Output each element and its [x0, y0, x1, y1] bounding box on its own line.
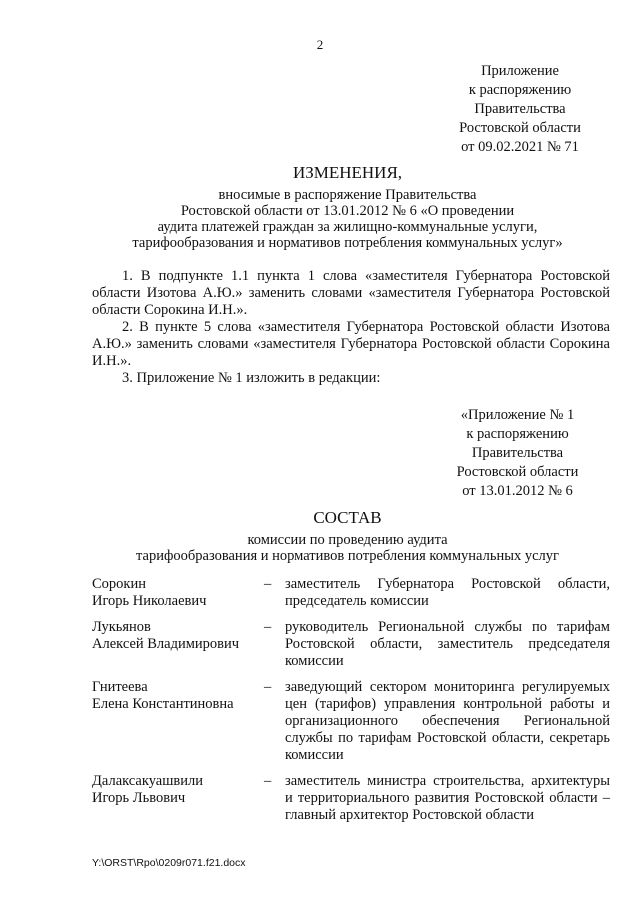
member-surname: Далаксакуашвили — [92, 773, 203, 789]
member-surname: Сорокин — [92, 576, 146, 592]
member-surname: Лукьянов — [92, 619, 151, 635]
appendix-quote — [450, 406, 585, 501]
composition-subtitle-line: комиссии по проведению аудита — [247, 532, 448, 548]
member-given-names: Игорь Николаевич — [92, 593, 207, 609]
appendix-header-line: от 09.02.2021 № 71 — [461, 139, 579, 155]
member-dash: – — [264, 679, 272, 695]
changes-subtitle-line: Ростовской области от 13.01.2012 № 6 «О проведении — [180, 203, 515, 219]
member-row — [92, 619, 610, 670]
member-role: заместитель Губернатора Ростовской области, председатель комиссии — [285, 576, 610, 609]
changes-items — [92, 268, 610, 387]
change-item: 3. Приложение № 1 изложить в редакции: — [122, 370, 381, 386]
member-row — [92, 679, 610, 764]
changes-subtitle-line: вносимые в распоряжение Правительства — [218, 187, 477, 203]
appendix-quote-line: от 13.01.2012 № 6 — [462, 483, 573, 499]
changes-subtitle-line: аудита платежей граждан за жилищно-коммунальные услуги, — [157, 219, 538, 235]
change-item: 2. В пункте 5 слова «заместителя Губернатора Ростовской области Изотова А.Ю.» заменить словами «заместителя Губернатора Ростовской области Сорокина И.Н.». — [92, 319, 610, 369]
member-given-names: Игорь Львович — [92, 790, 186, 806]
member-role: заведующий сектором мониторинга регулируемых цен (тарифов) управления контрольной работы и организационного обеспечения Региональной службы по тарифам Ростовской области, секретарь комиссии — [285, 679, 610, 763]
file-path-footer: Y:\ORST\Rpo\0209r071.f21.docx — [92, 857, 246, 869]
change-item: 1. В подпункте 1.1 пункта 1 слова «заместителя Губернатора Ростовской области Изотова А.Ю.» заменить словами «заместителя Губернатора Ростовской области Сорокина И.Н.». — [92, 268, 610, 318]
changes-title — [60, 163, 635, 251]
member-surname: Гнитеева — [92, 679, 148, 695]
appendix-header-line: Правительства — [474, 101, 566, 117]
appendix-quote-line: к распоряжению — [466, 426, 569, 442]
member-name — [92, 679, 264, 713]
appendix-header-line: Приложение — [481, 63, 559, 79]
composition-title — [60, 508, 635, 564]
appendix-quote-line: «Приложение № 1 — [460, 407, 575, 423]
composition-subtitle-line: тарифообразования и нормативов потребления коммунальных услуг — [136, 548, 559, 564]
page-number: 2 — [316, 37, 324, 52]
appendix-header-line: Ростовской области — [459, 120, 581, 136]
member-given-names: Алексей Владимирович — [92, 636, 240, 652]
composition-heading: СОСТАВ — [313, 508, 382, 527]
member-name — [92, 576, 264, 610]
changes-heading: ИЗМЕНЕНИЯ, — [292, 163, 403, 182]
member-name — [92, 773, 264, 807]
appendix-header-line: к распоряжению — [468, 82, 572, 98]
member-dash: – — [264, 619, 272, 635]
member-dash: – — [264, 576, 272, 592]
member-row — [92, 773, 610, 824]
member-role: заместитель министра строительства, архитектуры и территориального развития Ростовской области – главный архитектор Ростовской области — [285, 773, 610, 823]
member-given-names: Елена Константиновна — [92, 696, 234, 712]
member-row — [92, 576, 610, 610]
commission-roster — [92, 576, 610, 833]
appendix-quote-line: Правительства — [471, 445, 564, 461]
appendix-quote-line: Ростовской области — [456, 464, 579, 480]
changes-subtitle-line: тарифообразования и нормативов потребления коммунальных услуг» — [132, 235, 563, 251]
member-role: руководитель Региональной службы по тарифам Ростовской области, заместитель председателя комиссии — [285, 619, 610, 669]
member-dash: – — [264, 773, 272, 789]
member-name — [92, 619, 264, 653]
appendix-header — [455, 62, 585, 157]
